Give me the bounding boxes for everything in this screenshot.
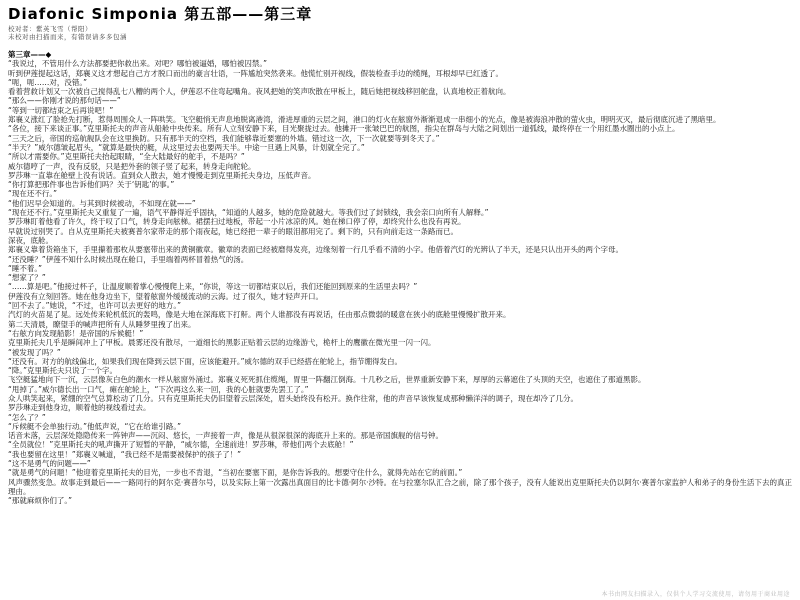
body-line: “还没有。对方的航线偏北，如果我们现在降到云层下面，应该能避开。”威尔德的双手已经搭在舵轮上，指节绷得发白。 — [8, 356, 403, 366]
body-line: 话音未落，云层深处隐隐传来一阵钟声——沉闷、悠长，一声接着一声，像是从很深很深的海底升上来的。那是帝国旗舰的信号钟。 — [8, 431, 443, 441]
body-line: “三天之后，帝国的巡航舰队会在这里换防。只有那半天的空档，我们能够靠近要塞的外墙。错过这一次，下一次就要等到冬天了。” — [8, 133, 440, 143]
body-line: “这不是勇气的问题——” — [8, 459, 91, 469]
body-line: “那么——你刚才说的那句话——” — [8, 96, 121, 106]
body-line: 早就说过别哭了。自从克里斯托夫被赛普尔家带走的那个雨夜起，她已经把一辈子的眼泪都用完了。剩下的，只有向前走这一条路而已。 — [8, 226, 458, 236]
body-paragraphs — [8, 59, 792, 505]
body-line: 伊莲没有立刻回答。她在他身边坐下，望着舷窗外缓缓流动的云海。过了很久，她才轻声开口。 — [8, 291, 323, 301]
body-line: 郑襄义靠着货箱坐下，手里攥着那枚从要塞带出来的黄铜徽章。徽章的表面已经被磨得发亮，边缘刻着一行几乎看不清的小字。他借着汽灯的光辨认了半天，还是只认出开头的两个字母。 — [8, 245, 623, 255]
body-line: “现在还不行。” — [8, 189, 58, 199]
body-line: 罗莎琳走到他身边，顺着他的视线看过去。 — [8, 403, 151, 413]
body-line: “就是勇气的问题！”他迎着克里斯托夫的目光，一步也不肯退，“当初在要塞下面，是你告诉我的。想要守住什么，就得先站在它的前面。” — [8, 468, 463, 478]
body-line: “那就麻烦你们了。” — [8, 496, 73, 506]
body-line: “还没睡？”伊莲不知什么时候出现在舱口，手里端着两杯冒着热气的汤。 — [8, 254, 249, 264]
body-line: “所以才需要你。”克里斯托夫抬起眼睛，“全大陆最好的舵手，不是吗？” — [8, 152, 245, 162]
body-line: 风声骤然变急。故事走到最后——一路同行的阿尔克·赛普尔号，以及实际上第一次露出真面目的比卡德·阿尔·沙特。在与拉塞尔队汇合之前，除了那个孩子，没有人能说出克里斯托夫仍以阿尔·赛普尔家监护人和弟子的身份生活下去的真正理由。 — [8, 477, 792, 496]
body-line: “斥候艇不会单独行动。”他低声说，“它在给谁引路。” — [8, 421, 182, 431]
credit-line-2: 未校对由扫描而来，有错误请多多包涵 — [8, 32, 127, 41]
body-line: “现在还不行。”克里斯托夫又重复了一遍，语气平静得近乎固执，“知道的人越多，她的危险就越大。等我们过了封锁线，我会亲口向所有人解释。” — [8, 208, 489, 218]
body-line: 克里斯托夫几乎是瞬间冲上了甲板。晨雾还没有散尽，一道细长的黑影正贴着云层的边缘游弋，桅杆上的鹰徽在微光里一闪一闪。 — [8, 338, 436, 348]
body-line: “我说过，不管用什么方法都要把你救出来。对吧？哪怕被逼婚，哪怕被囚禁。” — [8, 59, 268, 69]
body-line: 第二天清晨，瞭望手的喊声把所有人从睡梦里拽了出来。 — [8, 319, 196, 329]
body-line: 郑襄义涨红了脸抢先打断，惹得周围众人一阵哄笑。飞空艇悄无声息地脱离港湾，滑进厚重的云层之间，港口的灯火在舷窗外渐渐退成一串细小的光点，像是被海浪冲散的萤火虫，明明灭灭，最后彻底沉进了黑暗里。 — [8, 115, 721, 125]
body-line: “全员就位！”克里斯托夫的吼声撕开了短暂的平静，“威尔德，全速前进！罗莎琳，带他们两个去底舱！” — [8, 440, 354, 450]
body-line: “睡不着。” — [8, 263, 43, 273]
body-line: “降。”克里斯托夫只说了一个字。 — [8, 366, 118, 376]
body-line: 听到伊莲提起这话，郑襄义这才想起自己方才脱口而出的豪言壮语，一阵尴尬突然袭来。他慌忙别开视线，假装检查手边的缆绳，耳根却早已红透了。 — [8, 68, 503, 78]
body-line: 罗莎琳一直靠在舱壁上没有说话。直到众人散去，她才慢慢走到克里斯托夫身边，压低声音。 — [8, 170, 316, 180]
body-line: 威尔德哼了一声，没有反驳，只是把外套的领子竖了起来，转身走向舵轮。 — [8, 161, 256, 171]
body-line: “想家了？” — [8, 273, 46, 283]
body-line: “回不去了。”她说，“不过，也许可以去更好的地方。” — [8, 301, 182, 311]
body-line: 看着营救计划又一次被自己搅得乱七八糟的两个人，伊莲忍不住弯起嘴角。夜风把她的笑声吹散在甲板上，随后她把视线移回舵盘，认真地校正着航向。 — [8, 87, 511, 97]
body-line: “……算是吧。”他接过杯子，让温度顺着掌心慢慢爬上来，“你说，等这一切都结束以后，我们还能回到原来的生活里去吗？” — [8, 282, 418, 292]
body-line: “他们迟早会知道的。与其到时候被动，不如现在就——” — [8, 198, 196, 208]
body-line: 罗莎琳盯着他看了许久，终于叹了口气，转身走向舷梯。裙摆扫过地板，带起一小片冰凉的风。她在梯口停了停，却终究什么也没有再说。 — [8, 217, 466, 227]
body-line: “被发现了吗？” — [8, 347, 61, 357]
body-line: 汽灯的火苗晃了晃。远处传来轮机低沉的轰鸣，像是大地在深海底下打鼾。两个人谁都没有再说话，任由那点微弱的暖意在狭小的底舱里慢慢扩散开来。 — [8, 310, 511, 320]
body-line: “呃，呃……对，没错。” — [8, 77, 88, 87]
body-line: 众人哄笑起来，紧绷的空气总算松动了几分。只有克里斯托夫仍旧望着云层深处，眉头始终没有松开。换作往常，他的声音早该恢复成那种懒洋洋的调子，现在却冷了几分。 — [8, 393, 578, 403]
body-line: “右舷方向发现船影！是帝国的斥候艇！” — [8, 328, 144, 338]
chapter-heading: 第三章——◆ — [8, 50, 52, 59]
body-line: “我也要留在这里！”郑襄义喊道，“我已经不是需要被保护的孩子了！” — [8, 449, 242, 459]
body-line: 深夜，底舱。 — [8, 235, 53, 245]
page-title: Diafonic Simponia 第五部——第三章 — [8, 5, 313, 23]
body-line: “甩掉了。”威尔德长出一口气，瘫在舵轮上，“下次再这么来一回，我的心脏就要先罢工了。” — [8, 384, 309, 394]
footer-note: 本书由网友扫描录入，仅供个人学习交流使用，请勿用于商业用途 — [601, 591, 790, 598]
body-line: “半天？”威尔德皱起眉头，“就算是最快的艇，从这里过去也要两天半。中途一旦遇上风暴，计划就全完了。” — [8, 142, 365, 152]
credit-line-1: 校对者：紫英飞雪（帮阳） — [8, 25, 92, 33]
body-line: “怎么了？” — [8, 412, 46, 422]
credits-block — [8, 26, 792, 41]
body-text — [8, 50, 792, 506]
body-line: “各位，接下来谈正事。”克里斯托夫的声音从船舱中央传来。所有人立刻安静下来，目光聚拢过去。他摊开一张皱巴巴的航图，指尖在群岛与大陆之间划出一道弧线，最终停在一个用红墨水圈出的小点上。 — [8, 124, 680, 134]
body-line: “等到一切都结束之后再说吧！” — [8, 105, 114, 115]
body-line: 飞空艇猛地向下一沉，云层像灰白色的潮水一样从舷窗外涌过。郑襄义死死抓住缆绳，胃里一阵翻江倒海。十几秒之后，世界重新安静下来，厚厚的云幕遮住了头顶的天空，也遮住了那道黑影。 — [8, 375, 646, 385]
body-line: “你打算把那件事也告诉他们吗？关于‘钥匙’的事。” — [8, 180, 175, 190]
